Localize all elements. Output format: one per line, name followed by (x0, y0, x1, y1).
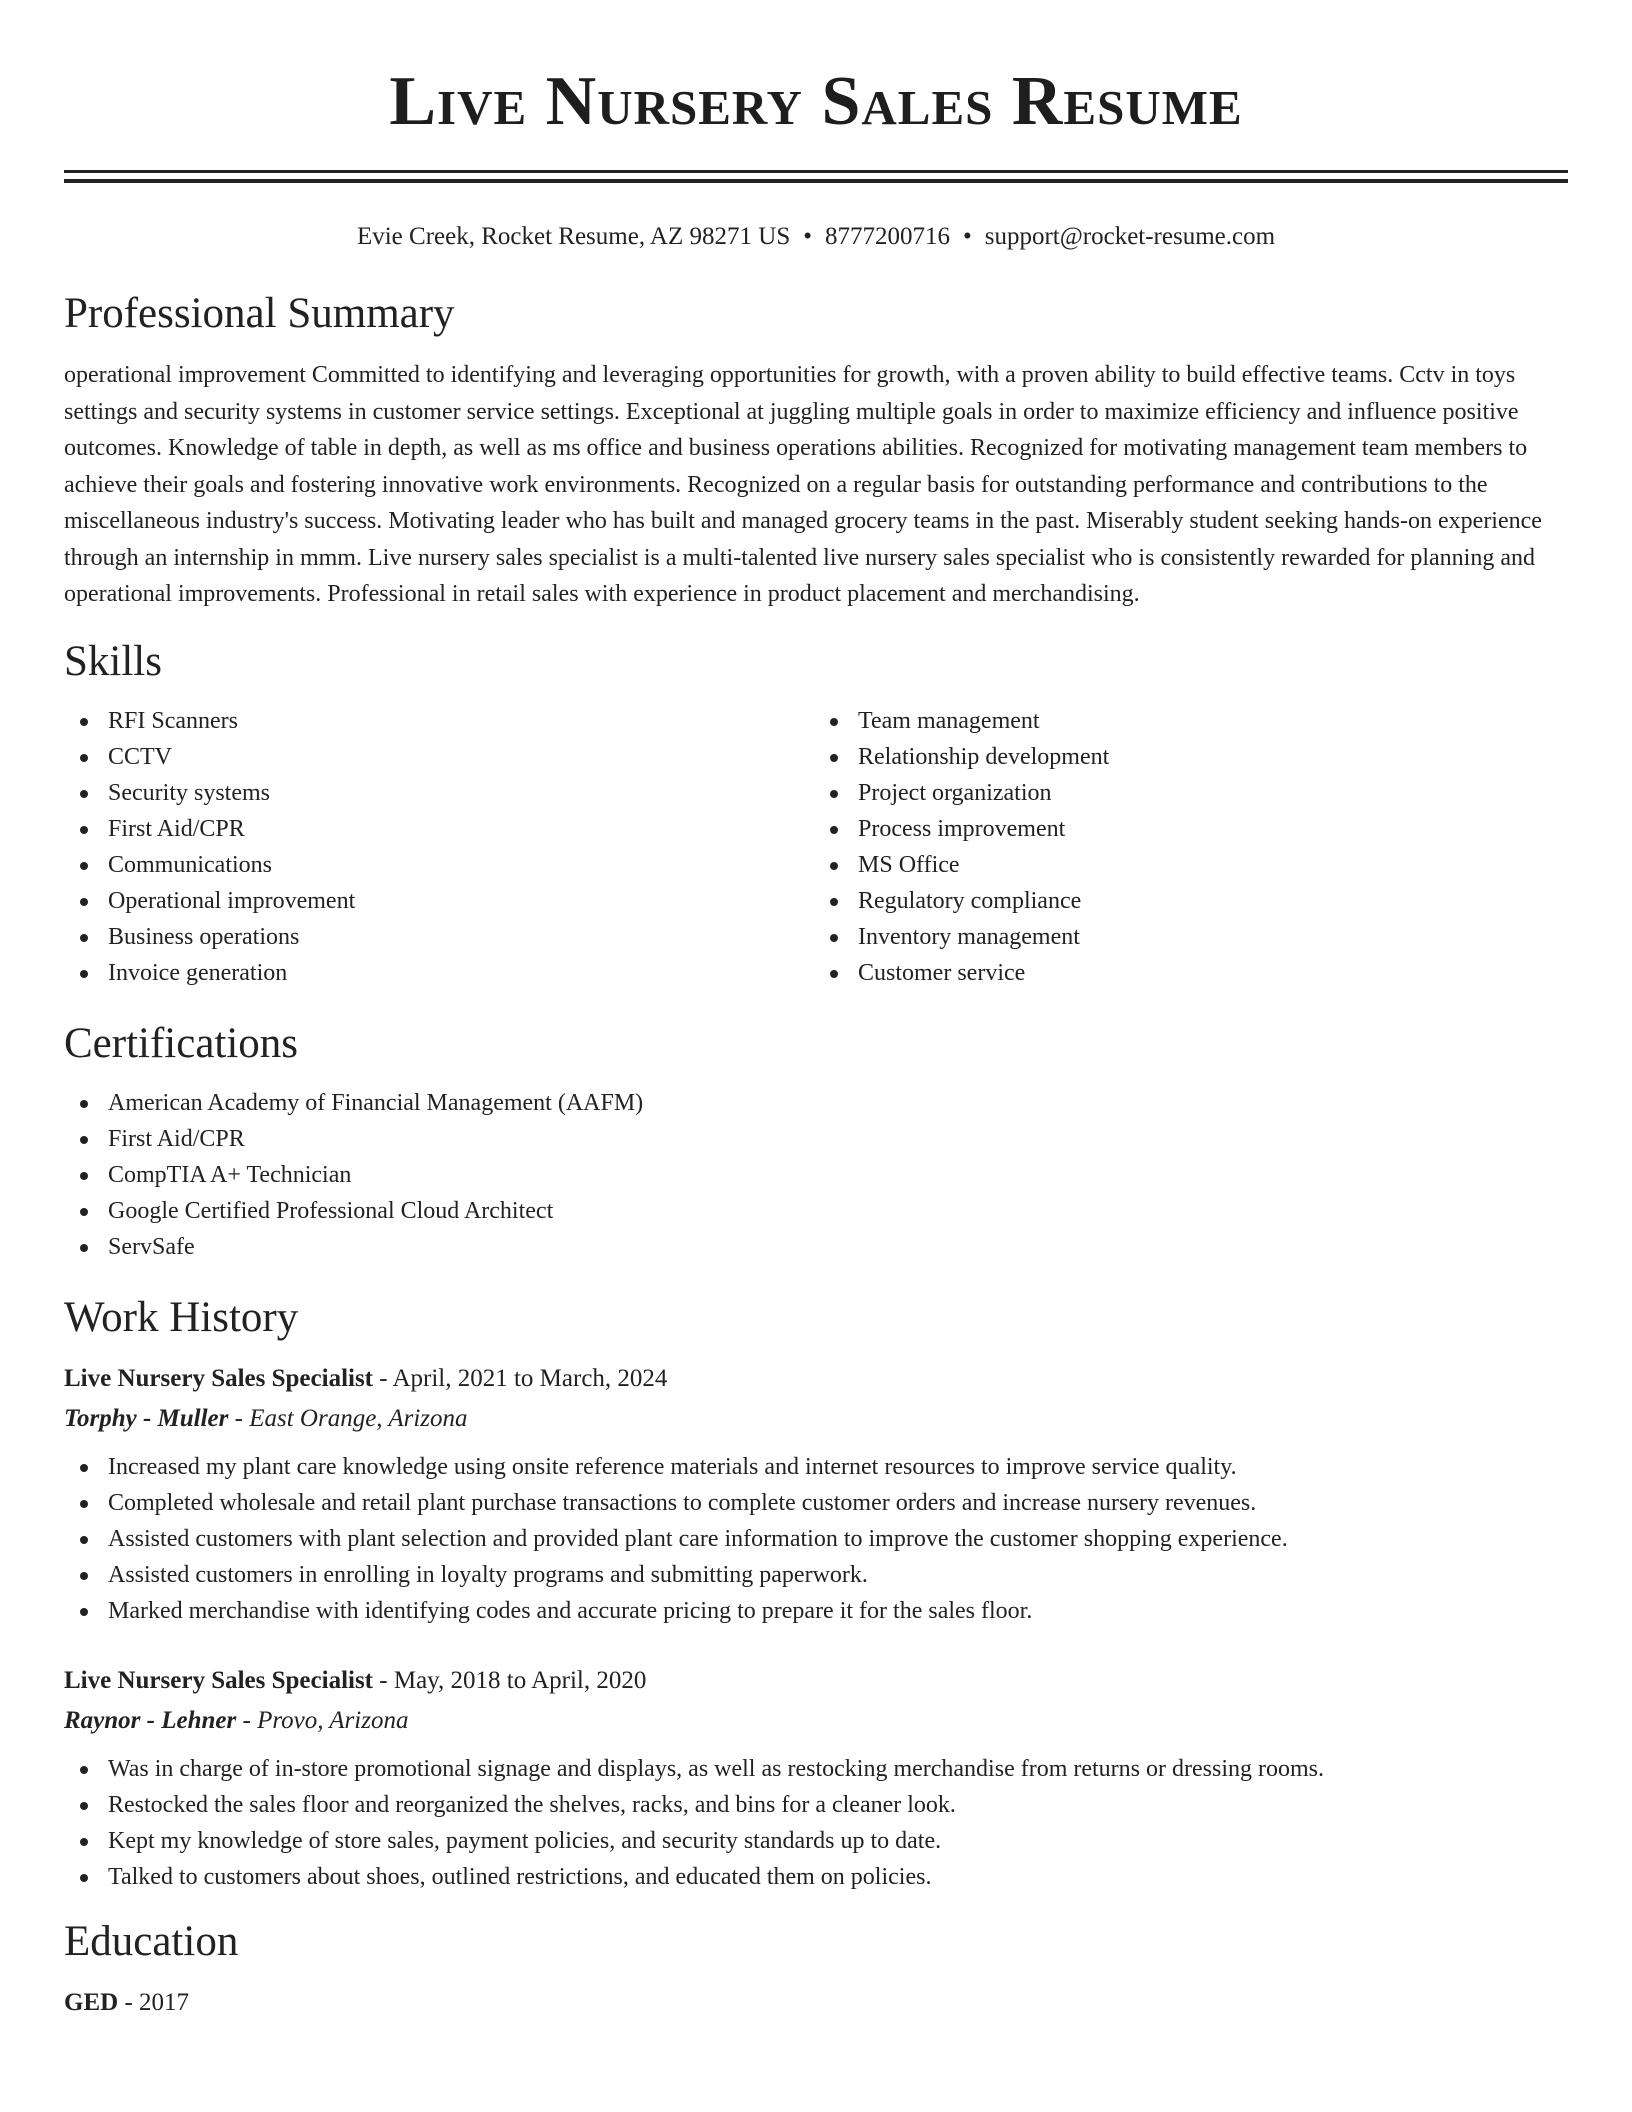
job-bullet: Completed wholesale and retail plant purchase transactions to complete customer orders and increase nursery revenues. (64, 1485, 1568, 1521)
skill-item: Regulatory compliance (816, 883, 1568, 919)
skills-columns (64, 703, 1568, 991)
contact-address: Evie Creek, Rocket Resume, AZ 98271 US (356, 223, 791, 250)
skill-item: Business operations (64, 919, 816, 955)
skills-right-column (816, 703, 1568, 991)
certification-item: CompTIA A+ Technician (64, 1157, 1568, 1193)
job-location: East Orange, Arizona (249, 1404, 468, 1432)
summary-heading: Professional Summary (64, 290, 455, 337)
job-bullets (64, 1751, 1568, 1895)
skill-item: Relationship development (816, 739, 1568, 775)
job-entry (64, 1359, 1568, 1629)
resume-title: Live Nursery Sales Resume (389, 63, 1243, 140)
job-bullet: Assisted customers with plant selection and provided plant care information to improve the customer shopping experience. (64, 1521, 1568, 1557)
skill-item: MS Office (816, 847, 1568, 883)
job-bullet: Restocked the sales floor and reorganized the shelves, racks, and bins for a cleaner look. (64, 1787, 1568, 1823)
work-history-heading: Work History (64, 1293, 299, 1341)
job-bullet: Marked merchandise with identifying codes and accurate pricing to prepare it for the sales floor. (64, 1593, 1568, 1629)
education-entry: GED - 2017 (64, 1988, 190, 2016)
skill-item: CCTV (64, 739, 816, 775)
job-entry (64, 1661, 1568, 1895)
job-company-line: Torphy - Muller - East Orange, Arizona (64, 1404, 468, 1432)
skill-item: Team management (816, 703, 1568, 739)
skill-item: Inventory management (816, 919, 1568, 955)
certification-item: American Academy of Financial Management (AAFM) (64, 1085, 1568, 1121)
skills-left-column (64, 703, 816, 991)
skill-item: Communications (64, 847, 816, 883)
skill-item: Process improvement (816, 811, 1568, 847)
title-divider-bottom (64, 179, 1568, 183)
skills-heading: Skills (64, 637, 162, 685)
skills-right-list (816, 703, 1568, 991)
certifications-list (64, 1085, 1568, 1265)
job-company-line: Raynor - Lehner - Provo, Arizona (64, 1706, 409, 1734)
skill-item: RFI Scanners (64, 703, 816, 739)
contact-line (64, 219, 1568, 255)
contact-email: support@rocket-resume.com (984, 223, 1276, 250)
job-bullet: Was in charge of in-store promotional signage and displays, as well as restocking merchandise from returns or dressing rooms. (64, 1751, 1568, 1787)
job-location: Provo, Arizona (257, 1706, 409, 1734)
job-dates: April, 2021 to March, 2024 (392, 1364, 668, 1392)
certification-item: ServSafe (64, 1229, 1568, 1265)
contact-separator: • (803, 223, 812, 250)
skill-item: Invoice generation (64, 955, 816, 991)
job-bullet: Talked to customers about shoes, outlined restrictions, and educated them on policies. (64, 1859, 1568, 1895)
job-title: Live Nursery Sales Specialist (64, 1364, 374, 1392)
job-bullet: Assisted customers in enrolling in loyalty programs and submitting paperwork. (64, 1557, 1568, 1593)
summary-text: operational improvement Committed to identifying and leveraging opportunities for growth, with a proven ability to build effective teams. Cctv in toys settings and security systems in customer service settings. Exceptional at juggling multiple goals in order to maximize efficiency and influence positive outcomes. Knowledge of table in depth, as well as ms office and business operations abilities. Recognized for motivating management team members to achieve their goals and fostering innovative work environments. Recognized on a regular basis for outstanding performance and contributions to the miscellaneous industry's success. Motivating leader who has built and managed grocery teams in the past. Miserably student seeking hands-on experience through an internship in mmm. Live nursery sales specialist is a multi-talented live nursery sales specialist who is consistently rewarded for planning and operational improvements. Professional in retail sales with experience in product placement and merchandising. (64, 362, 1542, 607)
job-title-line: Live Nursery Sales Specialist - April, 2021 to March, 2024 (64, 1364, 668, 1392)
job-dates: May, 2018 to April, 2020 (393, 1666, 647, 1694)
skill-item: Security systems (64, 775, 816, 811)
education-degree: GED (64, 1988, 119, 2016)
certification-item: First Aid/CPR (64, 1121, 1568, 1157)
certification-item: Google Certified Professional Cloud Architect (64, 1193, 1568, 1229)
title-divider-top (64, 170, 1568, 173)
education-heading: Education (64, 1917, 239, 1965)
skill-item: Customer service (816, 955, 1568, 991)
job-title-line: Live Nursery Sales Specialist - May, 2018 to April, 2020 (64, 1666, 647, 1694)
education-year: 2017 (139, 1988, 190, 2016)
certifications-heading: Certifications (64, 1019, 299, 1067)
contact-phone: 8777200716 (824, 223, 950, 250)
skills-left-list (64, 703, 816, 991)
skill-item: First Aid/CPR (64, 811, 816, 847)
job-company: Torphy - Muller (64, 1404, 229, 1432)
skill-item: Operational improvement (64, 883, 816, 919)
job-bullets (64, 1449, 1568, 1629)
contact-separator: • (962, 223, 972, 250)
skill-item: Project organization (816, 775, 1568, 811)
job-bullet: Kept my knowledge of store sales, payment policies, and security standards up to date. (64, 1823, 1568, 1859)
job-company: Raynor - Lehner (64, 1706, 237, 1734)
job-bullet: Increased my plant care knowledge using onsite reference materials and internet resources to improve service quality. (64, 1449, 1568, 1485)
job-title: Live Nursery Sales Specialist (64, 1666, 374, 1694)
